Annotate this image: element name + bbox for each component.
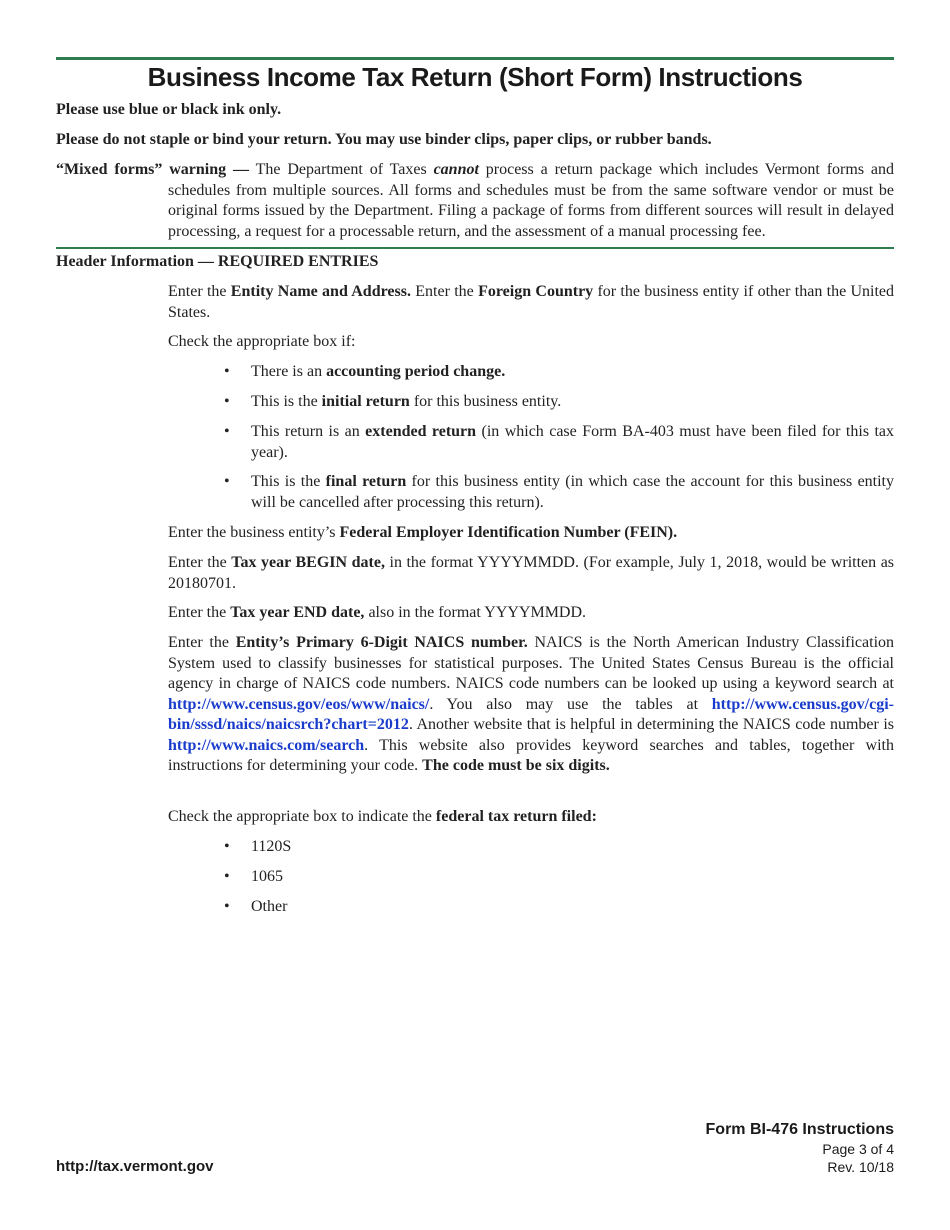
footer-form-name: Form BI-476 Instructions bbox=[705, 1121, 894, 1138]
bullet-marker: • bbox=[224, 898, 230, 915]
section-rule bbox=[56, 247, 894, 249]
naics-search-link[interactable]: http://www.naics.com/search bbox=[168, 736, 365, 754]
naics-paragraph: Enter the Entity’s Primary 6-Digit NAICS number. NAICS is the North American Industry Classification System used to classify businesses for statistical purposes. The United States Census Bureau is the official agency in charge of NAICS code numbers. NAICS code numbers can be looked up using a keyword search at http://www.census.gov/eos/www/naics/. You also may use the tables at http://www.census.gov/cgi-bin/sssd/naics/naicsrch?chart=2012. Another website that is helpful in determining the NAICS code number is http://www.naics.com/search. This website also provides keyword searches and tables, together with instructions for determining your code. The code must be six digits. bbox=[168, 634, 895, 774]
cannot-emphasis: cannot bbox=[433, 161, 479, 178]
bullet-marker: • bbox=[224, 363, 230, 380]
federal-option-1120s: 1120S bbox=[251, 838, 292, 855]
list-item: This return is an extended return (in which case Form BA-403 must have been filed for this tax year). bbox=[251, 423, 895, 461]
naics-census-link[interactable]: http://www.census.gov/eos/www/naics/ bbox=[168, 695, 430, 713]
footer-page-number: Page 3 of 4 bbox=[822, 1141, 894, 1157]
naics-tables-link[interactable]: http://www.census.gov/cgi-bin/sssd/naics/naicsrch?chart=2012 bbox=[168, 695, 894, 733]
bullet-marker: • bbox=[224, 423, 230, 440]
begin-date-paragraph: Enter the Tax year BEGIN date, in the format YYYYMMDD. (For example, July 1, 2018, would be written as 20180701. bbox=[168, 554, 895, 592]
fein-paragraph: Enter the business entity’s Federal Employer Identification Number (FEIN). bbox=[168, 524, 678, 541]
entity-name-paragraph: Enter the Entity Name and Address. Enter the Foreign Country for the business entity if other than the United States. bbox=[168, 283, 895, 321]
federal-option-1065: 1065 bbox=[251, 868, 283, 885]
footer-revision: Rev. 10/18 bbox=[827, 1159, 894, 1175]
page-title: Business Income Tax Return (Short Form) Instructions bbox=[147, 62, 803, 92]
list-item: This is the final return for this business entity (in which case the account for this business entity will be cancelled after processing this return). bbox=[251, 473, 895, 511]
bullet-marker: • bbox=[224, 393, 230, 410]
warning-label: “Mixed forms” warning — bbox=[56, 161, 250, 178]
end-date-paragraph: Enter the Tax year END date, also in the format YYYYMMDD. bbox=[168, 604, 587, 621]
mixed-forms-warning: “Mixed forms” warning — The Department of Taxes cannot process a return package which includes Vermont forms and schedules from multiple sources. All forms and schedules must be from the same software vendor or must be original forms issued by the Department. Filing a package of forms from different sources will result in delayed processing, a request for a processable return, and the assessment of a manual processing fee. bbox=[56, 161, 895, 240]
list-item: This is the initial return for this business entity. bbox=[251, 393, 562, 410]
section-heading: Header Information — REQUIRED ENTRIES bbox=[56, 253, 379, 270]
list-item: There is an accounting period change. bbox=[251, 363, 506, 380]
bullet-marker: • bbox=[224, 838, 230, 855]
bullet-marker: • bbox=[224, 868, 230, 885]
footer-website-link[interactable]: http://tax.vermont.gov bbox=[56, 1158, 214, 1175]
federal-return-paragraph: Check the appropriate box to indicate the federal tax return filed: bbox=[168, 808, 597, 825]
check-intro: Check the appropriate box if: bbox=[168, 333, 356, 350]
bullet-marker: • bbox=[224, 473, 230, 490]
federal-option-other: Other bbox=[251, 898, 288, 915]
staple-note: Please do not staple or bind your return. You may use binder clips, paper clips, or rubber bands. bbox=[56, 131, 712, 148]
ink-note: Please use blue or black ink only. bbox=[56, 101, 282, 118]
